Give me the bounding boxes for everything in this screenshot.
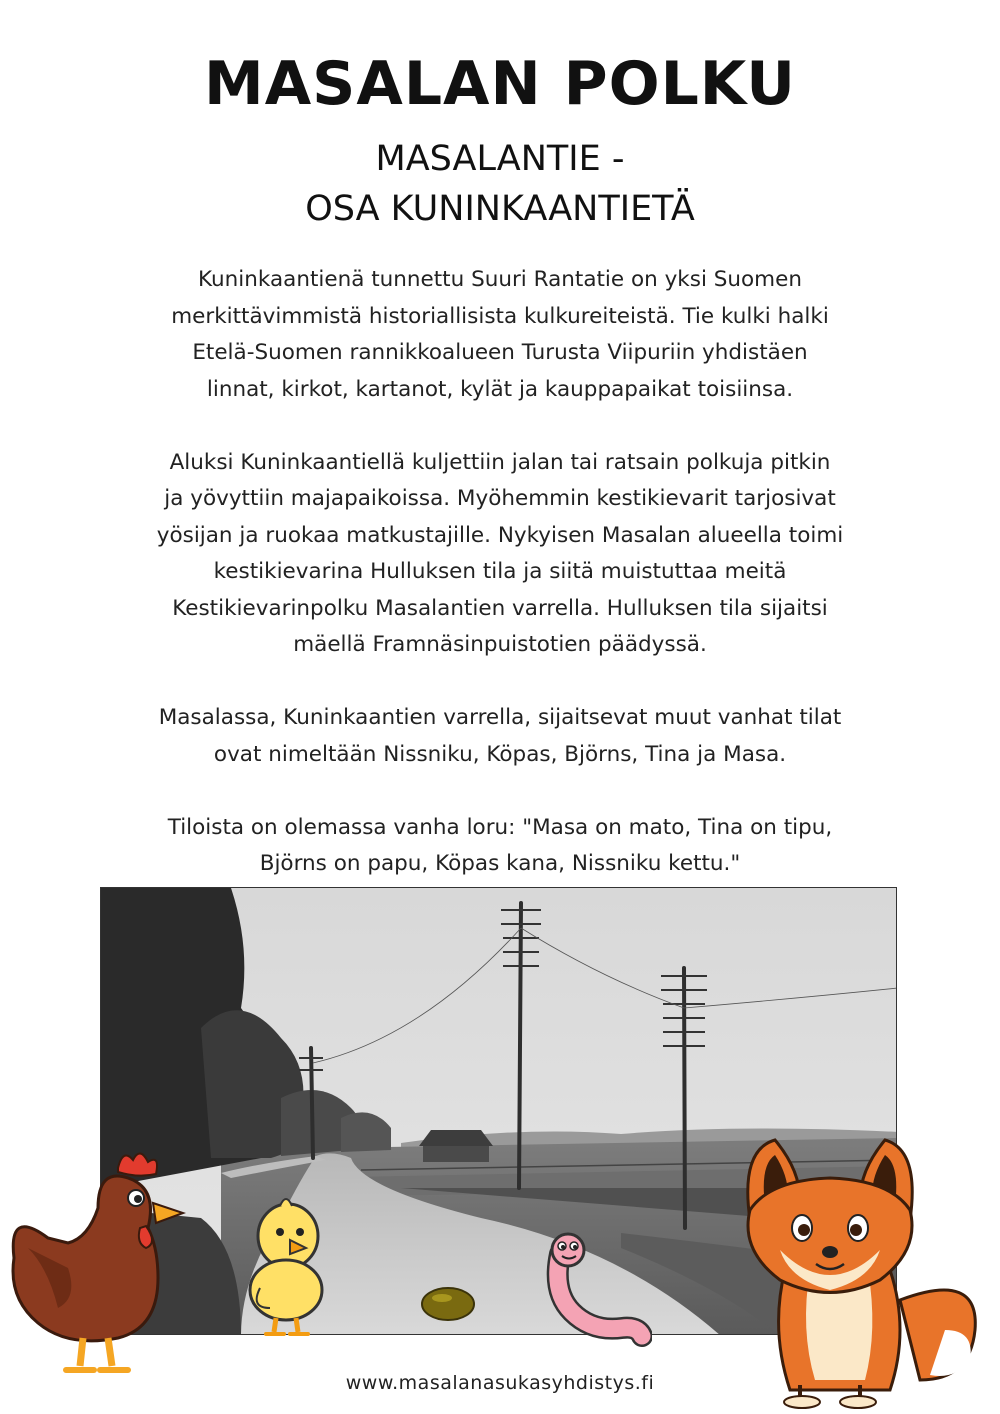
paragraph-4: [80, 810, 920, 883]
paragraph-2: [80, 445, 920, 664]
worm-illustration: [542, 1232, 652, 1350]
paragraph-1-line-3: Etelä-Suomen rannikkoalueen Turusta Viipuriin yhdistäen: [192, 340, 808, 365]
paragraph-4-line-1: Tiloista on olemassa vanha loru: "Masa on mato, Tina on tipu,: [167, 814, 833, 840]
paragraph-2-line-4: kestikievarina Hulluksen tila ja siitä muistuttaa meitä: [213, 559, 787, 584]
paragraph-2-line-1: Aluksi Kuninkaantiellä kuljettiin jalan tai ratsain polkuja pitkin: [169, 449, 831, 475]
page-subtitle: [0, 134, 1000, 234]
paragraph-2-line-3: yösijan ja ruokaa matkustajille. Nykyisen Masalan alueella toimi: [156, 522, 844, 548]
paragraph-2-line-2: ja yövyttiin majapaikoissa. Myöhemmin kestikievarit tarjosivat: [164, 486, 836, 511]
page-title: MASALAN POLKU: [204, 49, 796, 119]
paragraph-3-line-2: ovat nimeltään Nissniku, Köpas, Björns, Tina ja Masa.: [213, 741, 787, 767]
fox-illustration: [730, 1130, 990, 1410]
hen-illustration: [8, 1148, 188, 1380]
paragraph-1: [80, 262, 920, 408]
paragraph-4-line-2: Björns on papu, Köpas kana, Nissniku kettu.": [259, 851, 741, 876]
subtitle-line-1: MASALANTIE -: [375, 139, 625, 179]
paragraph-1-line-2: merkittävimmistä historiallisista kulkureiteistä. Tie kulki halki: [171, 303, 829, 329]
paragraph-3: [80, 700, 920, 773]
paragraph-1-line-1: Kuninkaantienä tunnettu Suuri Rantatie on yksi Suomen: [198, 267, 802, 292]
body-text: [80, 262, 920, 919]
paragraph-3-line-1: Masalassa, Kuninkaantien varrella, sijaitsevat muut vanhat tilat: [158, 705, 842, 730]
bean-illustration: [418, 1284, 478, 1324]
chick-illustration: [240, 1198, 332, 1338]
paragraph-2-line-6: mäellä Framnäsinpuistotien päädyssä.: [293, 632, 707, 657]
footer-website-link[interactable]: www.masalanasukasyhdistys.fi: [345, 1372, 655, 1394]
subtitle-line-2: OSA KUNINKAANTIETÄ: [305, 189, 695, 229]
paragraph-2-line-5: Kestikievarinpolku Masalantien varrella. Hulluksen tila sijaitsi: [172, 595, 828, 621]
paragraph-1-line-4: linnat, kirkot, kartanot, kylät ja kauppapaikat toisiinsa.: [206, 376, 794, 402]
